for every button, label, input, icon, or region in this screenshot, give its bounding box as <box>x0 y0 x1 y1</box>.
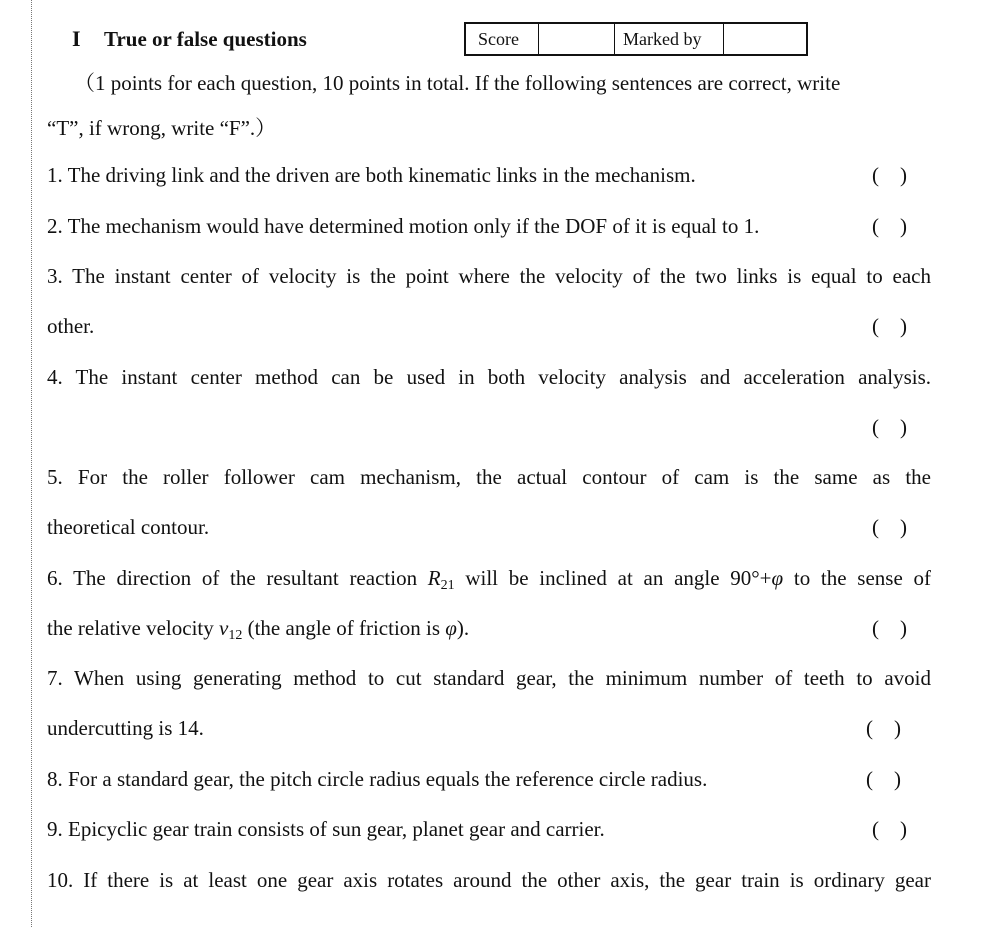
question-6-line-1: 6. The direction of the resultant reaction R21 will be inclined at an angle 90°+φ to the sense of <box>47 566 931 593</box>
answer-blank-2[interactable]: ( ) <box>872 214 907 238</box>
question-5-line-1: 5. For the roller follower cam mechanism, the actual contour of cam is the same as the <box>47 465 931 489</box>
question-5-line-2: theoretical contour. <box>47 515 210 539</box>
answer-blank-6[interactable]: ( ) <box>872 616 907 640</box>
section-title: True or false questions <box>104 27 307 51</box>
score-table <box>464 22 808 56</box>
section-number: I <box>72 26 81 51</box>
answer-blank-7[interactable]: ( ) <box>866 716 901 740</box>
answer-blank-5[interactable]: ( ) <box>872 515 907 539</box>
question-1: 1. The driving link and the driven are both kinematic links in the mechanism. <box>47 163 696 187</box>
question-8: 8. For a standard gear, the pitch circle radius equals the reference circle radius. <box>47 767 708 791</box>
marked-by-field[interactable] <box>724 23 808 55</box>
binding-margin-line <box>31 0 32 927</box>
marked-by-label: Marked by <box>615 23 724 55</box>
question-9: 9. Epicyclic gear train consists of sun gear, planet gear and carrier. <box>47 817 605 841</box>
question-3-line-1: 3. The instant center of velocity is the point where the velocity of the two links is equal to each <box>47 264 931 288</box>
answer-blank-4[interactable]: ( ) <box>872 415 907 439</box>
instructions-line-1: （1 points for each question, 10 points in total. If the following sentences are correct, write <box>74 71 841 95</box>
score-field[interactable] <box>539 23 615 55</box>
question-2: 2. The mechanism would have determined motion only if the DOF of it is equal to 1. <box>47 214 760 238</box>
answer-blank-8[interactable]: ( ) <box>866 767 901 791</box>
answer-blank-1[interactable]: ( ) <box>872 163 907 187</box>
answer-blank-9[interactable]: ( ) <box>872 817 907 841</box>
question-7-line-1: 7. When using generating method to cut standard gear, the minimum number of teeth to avoid <box>47 666 931 690</box>
question-3-line-2: other. <box>47 314 95 338</box>
question-7-line-2: undercutting is 14. <box>47 716 204 740</box>
question-4: 4. The instant center method can be used in both velocity analysis and acceleration analysis. <box>47 365 931 389</box>
question-10: 10. If there is at least one gear axis rotates around the other axis, the gear train is ordinary gear <box>47 868 931 892</box>
instructions-line-2: “T”, if wrong, write “F”.） <box>47 116 277 140</box>
score-label: Score <box>465 23 539 55</box>
answer-blank-3[interactable]: ( ) <box>872 314 907 338</box>
question-6-line-2: the relative velocity v12 (the angle of friction is φ). <box>47 616 470 643</box>
